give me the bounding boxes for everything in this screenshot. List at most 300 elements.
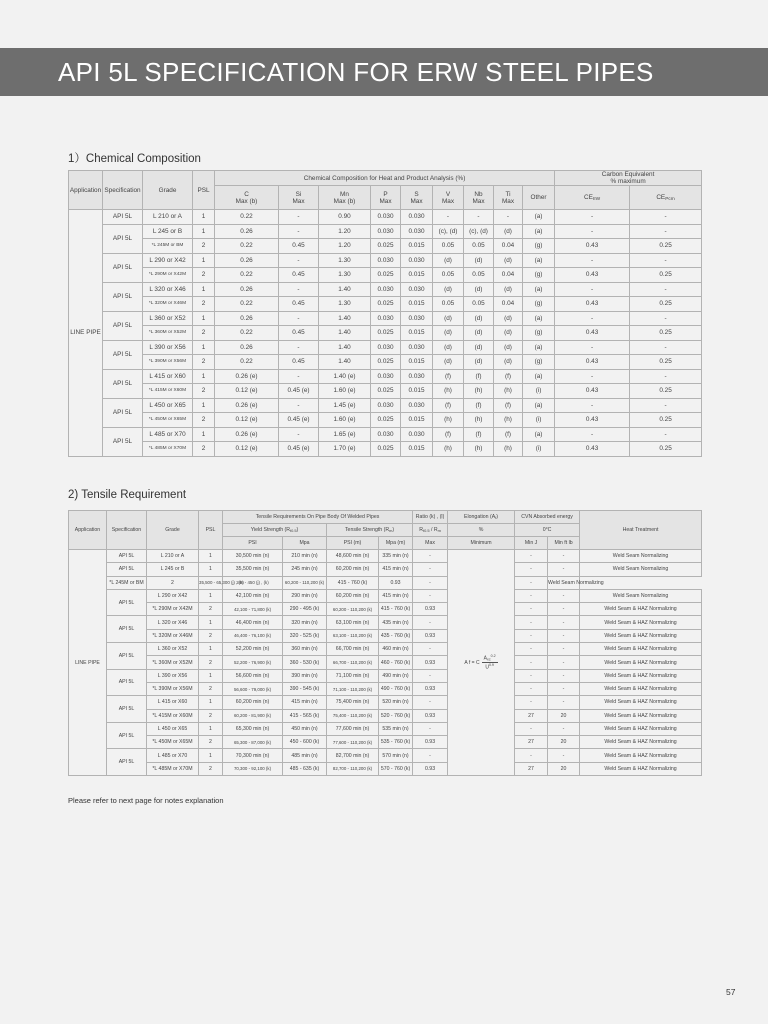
spec-cell: API 5L xyxy=(107,550,147,563)
yield-mpa-cell: 290 - 495 (k) xyxy=(283,603,327,616)
col-header-cepcm: $CE_{Pcm}$ xyxy=(630,186,702,210)
col-header-nb: Nb Max xyxy=(464,186,494,210)
c-cell: 0.12 (e) xyxy=(215,384,279,399)
heat-treatment-cell: Weld Seam & HAZ Normalizing xyxy=(580,722,702,735)
grade-cell: L 390 or X56 xyxy=(147,669,199,682)
nb-cell: (d) xyxy=(464,326,494,341)
ti-cell: (d) xyxy=(494,311,523,326)
ratio-cell: - xyxy=(413,616,448,629)
col-header-v: V Max xyxy=(433,186,464,210)
t-col-header-application: Application xyxy=(69,511,107,550)
v-cell: (f) xyxy=(433,369,464,384)
si-cell: - xyxy=(279,340,319,355)
spec-cell: API 5L xyxy=(107,616,147,643)
t-col-header-minimum: Minimum xyxy=(448,537,515,550)
p-cell: 0.025 xyxy=(371,355,401,370)
yield-mpa-cell: 245 - 450 (j) , (k) xyxy=(223,576,283,589)
cvn-ftlb-cell: - xyxy=(548,682,580,695)
psl-cell: 1 xyxy=(193,369,215,384)
table-row xyxy=(69,326,702,341)
yield-psi-cell: 30,500 min (n) xyxy=(223,550,283,563)
col-header-s: S Max xyxy=(401,186,433,210)
p-cell: 0.025 xyxy=(371,326,401,341)
other-cell: (i) xyxy=(523,413,555,428)
si-cell: 0.45 (e) xyxy=(279,384,319,399)
nb-cell: (h) xyxy=(464,413,494,428)
cvn-j-cell: - xyxy=(515,722,548,735)
cepcm-cell: - xyxy=(630,210,702,225)
footer-note: Please refer to next page for notes explanation xyxy=(68,796,224,805)
tensile-psi-cell: 60,200 min (n) xyxy=(327,563,379,576)
p-cell: 0.030 xyxy=(371,210,401,225)
col-header-specification: Specification xyxy=(103,171,143,210)
other-cell: (i) xyxy=(523,442,555,457)
table-row xyxy=(69,340,702,355)
v-cell: (d) xyxy=(433,355,464,370)
v-cell: 0.05 xyxy=(433,297,464,312)
psl-cell: 1 xyxy=(199,749,223,762)
si-cell: 0.45 (e) xyxy=(279,442,319,457)
other-cell: (a) xyxy=(523,224,555,239)
grade-cell: *L 360M or X52M xyxy=(143,326,193,341)
nb-cell: (d) xyxy=(464,253,494,268)
grade-cell: L 360 or X52 xyxy=(147,643,199,656)
c-cell: 0.26 xyxy=(215,253,279,268)
spec-cell: API 5L xyxy=(103,210,143,225)
table-row xyxy=(69,603,702,616)
si-cell: 0.45 xyxy=(279,239,319,254)
heat-treatment-cell: Weld Seam & HAZ Normalizing xyxy=(580,709,702,722)
nb-cell: (f) xyxy=(464,369,494,384)
v-cell: (d) xyxy=(433,326,464,341)
ceiiw-cell: 0.43 xyxy=(555,268,630,283)
mn-cell: 1.40 xyxy=(319,355,371,370)
other-cell: (a) xyxy=(523,398,555,413)
psl-cell: 1 xyxy=(199,550,223,563)
grade-cell: L 290 or X42 xyxy=(143,253,193,268)
ceiiw-cell: - xyxy=(555,210,630,225)
table-row xyxy=(69,253,702,268)
table-row xyxy=(69,282,702,297)
cvn-ftlb-cell: - xyxy=(548,550,580,563)
tensile-psi-cell: 75,400 min (n) xyxy=(327,696,379,709)
grade-cell: *L 245M or BM xyxy=(107,576,147,589)
grade-cell: L 390 or X56 xyxy=(143,340,193,355)
grade-cell: L 485 or X70 xyxy=(143,427,193,442)
application-cell: LINE PIPE xyxy=(69,210,103,457)
psl-cell: 2 xyxy=(147,576,199,589)
cepcm-cell: 0.25 xyxy=(630,413,702,428)
t-col-header-psi-m: PSI (m) xyxy=(327,537,379,550)
ceiiw-cell: - xyxy=(555,427,630,442)
ti-cell: (h) xyxy=(494,413,523,428)
yield-psi-cell: 65,300 - 87,000 (k) xyxy=(223,736,283,749)
spec-cell: API 5L xyxy=(103,427,143,456)
psl-cell: 2 xyxy=(199,709,223,722)
c-cell: 0.26 (e) xyxy=(215,427,279,442)
tensile-psi-cell: 71,100 - 110,200 (k) xyxy=(327,682,379,695)
mn-cell: 1.60 (e) xyxy=(319,413,371,428)
mn-cell: 1.40 xyxy=(319,282,371,297)
heat-treatment-cell: Weld Seam Normalizing xyxy=(580,550,702,563)
p-cell: 0.025 xyxy=(371,268,401,283)
yield-psi-cell: 60,200 - 81,900 (k) xyxy=(223,709,283,722)
table-row xyxy=(69,355,702,370)
tensile-psi-cell: 63,100 min (n) xyxy=(327,616,379,629)
tensile-mpa-cell: 490 - 760 (k) xyxy=(379,682,413,695)
cvn-ftlb-cell: 20 xyxy=(548,736,580,749)
cvn-j-cell: 27 xyxy=(515,736,548,749)
heat-treatment-cell: Weld Seam & HAZ Normalizing xyxy=(580,669,702,682)
col-header-application: Application xyxy=(69,171,103,210)
yield-psi-cell: 35,500 - 65,300 (j) , (k) xyxy=(199,576,223,589)
cepcm-cell: - xyxy=(630,427,702,442)
ratio-cell: - xyxy=(413,550,448,563)
v-cell: (c), (d) xyxy=(433,224,464,239)
s-cell: 0.030 xyxy=(401,340,433,355)
grade-cell: L 290 or X42 xyxy=(147,589,199,602)
nb-cell: (d) xyxy=(464,311,494,326)
mn-cell: 1.65 (e) xyxy=(319,427,371,442)
ceiiw-cell: - xyxy=(555,253,630,268)
nb-cell: (d) xyxy=(464,340,494,355)
heat-treatment-cell: Weld Seam & HAZ Normalizing xyxy=(580,629,702,642)
yield-psi-cell: 35,500 min (n) xyxy=(223,563,283,576)
ratio-cell: - xyxy=(413,589,448,602)
ratio-cell: - xyxy=(413,669,448,682)
ratio-cell: 0.93 xyxy=(413,762,448,775)
col-header-mn: Mn Max (b) xyxy=(319,186,371,210)
v-cell: (h) xyxy=(433,442,464,457)
psl-cell: 1 xyxy=(193,398,215,413)
mn-cell: 1.30 xyxy=(319,268,371,283)
p-cell: 0.025 xyxy=(371,297,401,312)
tensile-psi-cell: 82,700 - 110,200 (k) xyxy=(327,762,379,775)
yield-mpa-cell: 320 - 525 (k) xyxy=(283,629,327,642)
other-cell: (a) xyxy=(523,282,555,297)
p-cell: 0.030 xyxy=(371,311,401,326)
tensile-mpa-cell: 520 - 760 (k) xyxy=(379,709,413,722)
grade-cell: L 320 or X46 xyxy=(143,282,193,297)
psl-cell: 1 xyxy=(193,311,215,326)
table-row xyxy=(69,669,702,682)
t-col-header-min-ftlb: Min ft lb xyxy=(548,537,580,550)
c-cell: 0.26 (e) xyxy=(215,369,279,384)
nb-cell: (h) xyxy=(464,442,494,457)
tensile-psi-cell: 60,200 - 110,200 (k) xyxy=(327,603,379,616)
col-header-psl: PSL xyxy=(193,171,215,210)
ratio-cell: - xyxy=(413,643,448,656)
psl-cell: 2 xyxy=(199,682,223,695)
other-cell: (g) xyxy=(523,326,555,341)
heat-treatment-cell: Weld Seam & HAZ Normalizing xyxy=(580,603,702,616)
elongation-formula-cell xyxy=(448,550,515,776)
t-col-header-yield: Yield Strength $(R_{t0.5})$ xyxy=(223,524,327,537)
s-cell: 0.030 xyxy=(401,369,433,384)
yield-psi-cell: 46,400 min (n) xyxy=(223,616,283,629)
heat-treatment-cell: Weld Seam & HAZ Normalizing xyxy=(580,749,702,762)
s-cell: 0.015 xyxy=(401,239,433,254)
spec-cell: API 5L xyxy=(103,398,143,427)
cvn-j-cell: - xyxy=(515,629,548,642)
p-cell: 0.030 xyxy=(371,224,401,239)
ceiiw-cell: 0.43 xyxy=(555,442,630,457)
cvn-ftlb-cell: - xyxy=(548,629,580,642)
other-cell: (a) xyxy=(523,311,555,326)
page-number: 57 xyxy=(726,987,736,997)
ti-cell: (h) xyxy=(494,442,523,457)
p-cell: 0.030 xyxy=(371,369,401,384)
col-header-other: Other xyxy=(523,186,555,210)
table-row xyxy=(69,563,702,576)
tensile-psi-cell: 75,400 - 110,200 (k) xyxy=(327,709,379,722)
v-cell: (h) xyxy=(433,384,464,399)
cvn-j-cell: - xyxy=(515,749,548,762)
s-cell: 0.030 xyxy=(401,253,433,268)
cvn-j-cell: - xyxy=(515,616,548,629)
ti-cell: (f) xyxy=(494,369,523,384)
ceiiw-cell: 0.43 xyxy=(555,384,630,399)
table-row xyxy=(69,268,702,283)
psl-cell: 2 xyxy=(193,239,215,254)
grade-cell: L 210 or A xyxy=(147,550,199,563)
nb-cell: (c), (d) xyxy=(464,224,494,239)
tensile-mpa-cell: 435 min (n) xyxy=(379,616,413,629)
ratio-cell: 0.93 xyxy=(413,736,448,749)
t-col-header-psl: PSL xyxy=(199,511,223,550)
yield-mpa-cell: 360 - 530 (k) xyxy=(283,656,327,669)
cvn-j-cell: - xyxy=(515,656,548,669)
v-cell: (h) xyxy=(433,413,464,428)
table-row xyxy=(69,589,702,602)
grade-cell: L 450 or X65 xyxy=(147,722,199,735)
cvn-ftlb-cell: - xyxy=(548,643,580,656)
table-row xyxy=(69,398,702,413)
table-row xyxy=(69,369,702,384)
ti-cell: 0.04 xyxy=(494,297,523,312)
spec-cell: API 5L xyxy=(103,369,143,398)
cepcm-cell: - xyxy=(630,398,702,413)
psl-cell: 2 xyxy=(193,326,215,341)
table-row xyxy=(69,224,702,239)
spec-cell: API 5L xyxy=(107,589,147,616)
ti-cell: 0.04 xyxy=(494,239,523,254)
psl-cell: 2 xyxy=(193,268,215,283)
psl-cell: 1 xyxy=(199,669,223,682)
spec-cell: API 5L xyxy=(107,669,147,696)
v-cell: (d) xyxy=(433,311,464,326)
formula-lhs: A f = C xyxy=(464,659,480,666)
table-row xyxy=(69,311,702,326)
tensile-section-title: 2) Tensile Requirement xyxy=(68,489,187,501)
other-cell: (a) xyxy=(523,210,555,225)
tensile-mpa-cell: 490 min (n) xyxy=(379,669,413,682)
grade-cell: *L 320M or X46M xyxy=(143,297,193,312)
nb-cell: (f) xyxy=(464,427,494,442)
cvn-j-cell: - xyxy=(515,563,548,576)
ce-group-line-1: Carbon Equivalent xyxy=(601,171,655,178)
yield-psi-cell: 65,300 min (n) xyxy=(223,722,283,735)
table-row xyxy=(69,576,702,589)
cepcm-cell: 0.25 xyxy=(630,442,702,457)
cepcm-cell: 0.25 xyxy=(630,326,702,341)
col-header-ti: Ti Max xyxy=(494,186,523,210)
mn-cell: 1.40 xyxy=(319,326,371,341)
col-header-ceiiw: $CE_{IIW}$ xyxy=(555,186,630,210)
heat-treatment-cell: Weld Seam & HAZ Normalizing xyxy=(580,616,702,629)
grade-cell: L 450 or X65 xyxy=(143,398,193,413)
psl-cell: 1 xyxy=(199,563,223,576)
psl-cell: 1 xyxy=(193,224,215,239)
grade-cell: *L 415M or X60M xyxy=(147,709,199,722)
t-col-header-tensile: Tensile Strength $(R_m)$ xyxy=(327,524,413,537)
yield-psi-cell: 46,400 - 76,100 (k) xyxy=(223,629,283,642)
cvn-ftlb-cell: - xyxy=(515,576,548,589)
table-row xyxy=(69,297,702,312)
ratio-cell: - xyxy=(413,563,448,576)
t-col-group-elongation: Elongation $(A_f)$ xyxy=(448,511,515,524)
tensile-psi-cell: 66,700 - 110,200 (k) xyxy=(327,656,379,669)
tensile-mpa-cell: 520 min (n) xyxy=(379,696,413,709)
yield-mpa-cell: 485 - 635 (k) xyxy=(283,762,327,775)
other-cell: (g) xyxy=(523,297,555,312)
ce-group-line-2: % maximum xyxy=(610,178,646,185)
table-row xyxy=(69,550,702,563)
ratio-cell: 0.93 xyxy=(413,603,448,616)
t-col-header-mpa: Mpa xyxy=(283,537,327,550)
t-col-header-temp: 0°C xyxy=(515,524,580,537)
s-cell: 0.015 xyxy=(401,326,433,341)
ratio-cell: 0.93 xyxy=(413,682,448,695)
col-group-carbon-equivalent xyxy=(555,171,702,186)
t-col-header-grade: Grade xyxy=(147,511,199,550)
grade-cell: L 245 or B xyxy=(147,563,199,576)
ceiiw-cell: 0.43 xyxy=(555,239,630,254)
mn-cell: 1.60 (e) xyxy=(319,384,371,399)
ti-cell: (d) xyxy=(494,326,523,341)
ti-cell: (d) xyxy=(494,340,523,355)
yield-mpa-cell: 485 min (n) xyxy=(283,749,327,762)
c-cell: 0.22 xyxy=(215,268,279,283)
mn-cell: 1.40 xyxy=(319,311,371,326)
ratio-cell: 0.93 xyxy=(379,576,413,589)
s-cell: 0.030 xyxy=(401,224,433,239)
yield-psi-cell: 56,600 min (n) xyxy=(223,669,283,682)
tensile-mpa-cell: 570 min (n) xyxy=(379,749,413,762)
mn-cell: 1.20 xyxy=(319,239,371,254)
tensile-mpa-cell: 460 - 760 (k) xyxy=(379,656,413,669)
cvn-j-cell: - xyxy=(515,696,548,709)
psl-cell: 2 xyxy=(199,656,223,669)
psl-cell: 1 xyxy=(193,253,215,268)
cvn-ftlb-cell: 20 xyxy=(548,762,580,775)
ratio-cell: 0.93 xyxy=(413,656,448,669)
formula-denominator: $U^{0.9}$ xyxy=(485,663,494,671)
si-cell: - xyxy=(279,427,319,442)
heat-treatment-cell: Weld Seam & HAZ Normalizing xyxy=(580,643,702,656)
cvn-j-cell: - xyxy=(515,550,548,563)
s-cell: 0.030 xyxy=(401,427,433,442)
nb-cell: (d) xyxy=(464,355,494,370)
psl-cell: 1 xyxy=(199,696,223,709)
si-cell: 0.45 xyxy=(279,326,319,341)
ti-cell: (d) xyxy=(494,282,523,297)
tensile-mpa-cell: 460 min (n) xyxy=(379,643,413,656)
si-cell: 0.45 xyxy=(279,268,319,283)
c-cell: 0.22 xyxy=(215,326,279,341)
mn-cell: 1.30 xyxy=(319,297,371,312)
grade-cell: L 210 or A xyxy=(143,210,193,225)
s-cell: 0.030 xyxy=(401,311,433,326)
tensile-mpa-cell: 570 - 760 (k) xyxy=(379,762,413,775)
table-row xyxy=(69,682,702,695)
col-group-chemical: Chemical Composition for Heat and Product Analysis (%) xyxy=(215,171,555,186)
grade-cell: *L 390M or X56M xyxy=(147,682,199,695)
p-cell: 0.030 xyxy=(371,253,401,268)
p-cell: 0.030 xyxy=(371,398,401,413)
psl-cell: 2 xyxy=(193,442,215,457)
ceiiw-cell: 0.43 xyxy=(555,297,630,312)
banner-title: API 5L SPECIFICATION FOR ERW STEEL PIPES xyxy=(58,57,654,87)
tensile-psi-cell: 77,600 - 110,200 (k) xyxy=(327,736,379,749)
table-row xyxy=(69,239,702,254)
cepcm-cell: - xyxy=(630,311,702,326)
grade-cell: *L 485M or X70M xyxy=(147,762,199,775)
tensile-psi-cell: 66,700 min (n) xyxy=(327,643,379,656)
tensile-psi-cell: 48,600 min (n) xyxy=(327,550,379,563)
cvn-ftlb-cell: - xyxy=(548,669,580,682)
cepcm-cell: - xyxy=(630,340,702,355)
v-cell: (d) xyxy=(433,340,464,355)
table-row xyxy=(69,442,702,457)
spec-cell: API 5L xyxy=(107,643,147,670)
psl-cell: 1 xyxy=(193,282,215,297)
ceiiw-cell: - xyxy=(555,398,630,413)
ti-cell: (f) xyxy=(494,427,523,442)
grade-cell: *L 450M or X65M xyxy=(147,736,199,749)
tensile-mpa-cell: 415 min (n) xyxy=(379,563,413,576)
cvn-ftlb-cell: - xyxy=(548,616,580,629)
c-cell: 0.12 (e) xyxy=(215,413,279,428)
p-cell: 0.025 xyxy=(371,442,401,457)
cepcm-cell: - xyxy=(630,253,702,268)
psl-cell: 1 xyxy=(199,643,223,656)
heat-treatment-cell: Weld Seam & HAZ Normalizing xyxy=(580,696,702,709)
ti-cell: 0.04 xyxy=(494,268,523,283)
cvn-j-cell: - xyxy=(515,669,548,682)
ceiiw-cell: - xyxy=(555,340,630,355)
table-row xyxy=(69,384,702,399)
col-header-grade: Grade xyxy=(143,171,193,210)
v-cell: (f) xyxy=(433,398,464,413)
t-col-header-elong-unit: % xyxy=(448,524,515,537)
t-col-header-mpa-m: Mpa (m) xyxy=(379,537,413,550)
heat-treatment-cell: Weld Seam & HAZ Normalizing xyxy=(580,656,702,669)
spec-cell: API 5L xyxy=(103,282,143,311)
col-header-p: P Max xyxy=(371,186,401,210)
mn-cell: 1.30 xyxy=(319,253,371,268)
psl-cell: 1 xyxy=(193,340,215,355)
v-cell: (f) xyxy=(433,427,464,442)
nb-cell: 0.05 xyxy=(464,239,494,254)
table-row xyxy=(69,736,702,749)
si-cell: 0.45 xyxy=(279,355,319,370)
cepcm-cell: - xyxy=(630,224,702,239)
c-cell: 0.22 xyxy=(215,210,279,225)
cvn-ftlb-cell: - xyxy=(548,563,580,576)
heat-treatment-cell: Weld Seam & HAZ Normalizing xyxy=(580,762,702,775)
s-cell: 0.015 xyxy=(401,355,433,370)
